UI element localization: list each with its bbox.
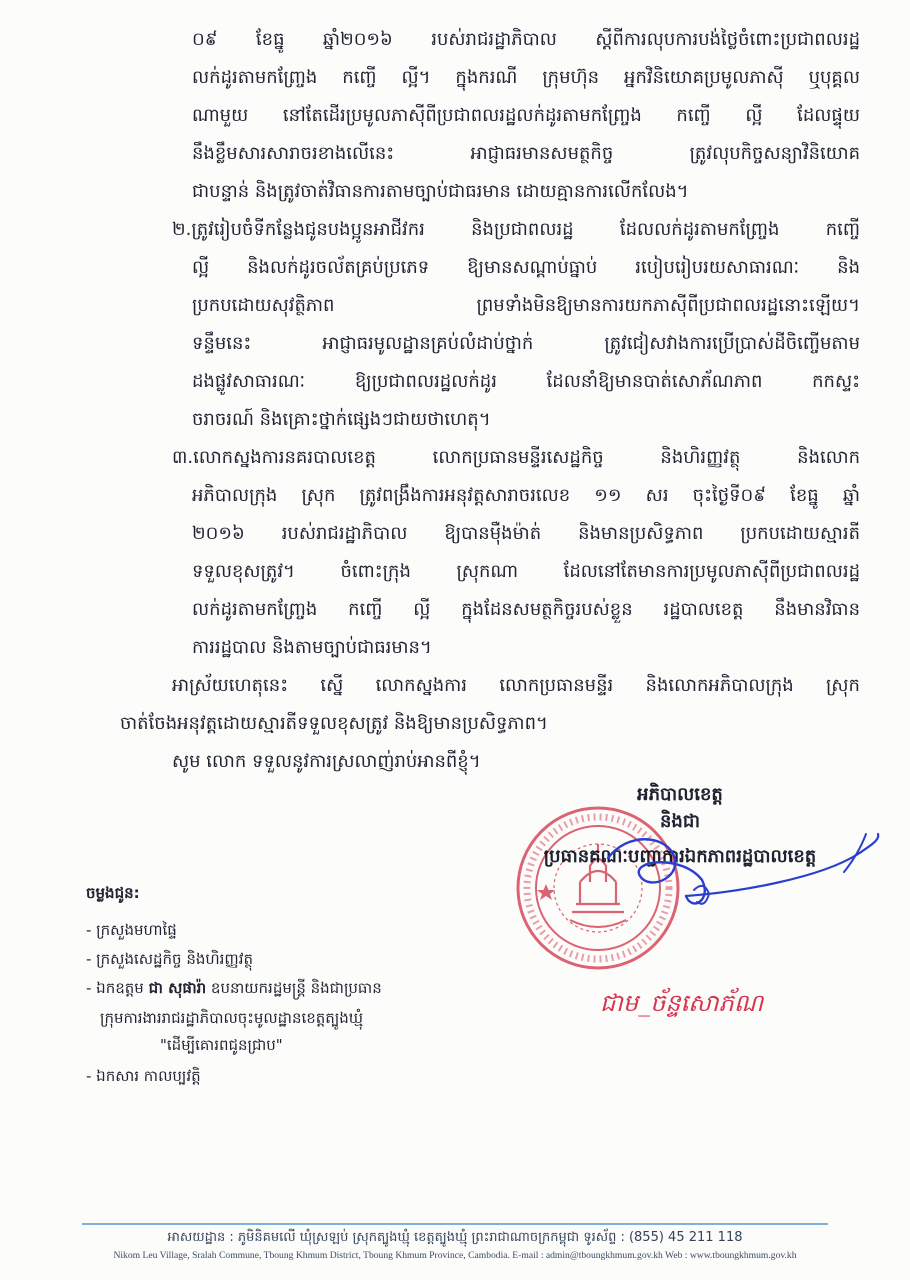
clause-2-text-line: ប្រកបដោយសុវត្ថិភាព ព្រមទាំងមិនឱ្យមានការយកភាស៊ីពីប្រជាពលរដ្ឋនោះឡើយ។ <box>192 295 860 316</box>
clause-2-text-line: ល្អី និងលក់ដូរចល័តគ្រប់ប្រភេទ ឱ្យមានសណ្តាប់ធ្នាប់ របៀបរៀបរយសាធារណៈ និង <box>192 257 860 278</box>
seal-star <box>537 884 555 900</box>
clause-3-text-line: អភិបាលក្រុង ស្រុក ត្រូវពង្រឹងការអនុវត្តសារាចរលេខ ១១ សរ ចុះថ្ងៃទី០៩ ខែធ្នូ ឆ្នាំ <box>192 485 860 506</box>
clause-2-text-line: ទន្ទឹមនេះ អាជ្ញាធរមូលដ្ឋានគ្រប់លំដាប់ថ្នាក់ ត្រូវជៀសវាងការប្រើប្រាស់ដីចិញ្ចើមតាម <box>192 333 860 354</box>
closing-request-line: អាស្រ័យហេតុនេះ ស្នើ លោកស្នងការ លោកប្រធានមន្ទីរ និងលោកអភិបាលក្រុង ស្រុក <box>172 675 860 696</box>
footer-address-english: Nikom Leu Village, Sralah Commune, Tboung Khmum District, Tboung Khmum Province, Cambodia. E-mail : admin@tboungkhmum.gov.kh Web : www.tboungkhmum.gov.kh <box>113 1250 797 1261</box>
signature-scribble <box>590 820 890 930</box>
distribution-item <box>86 974 506 1002</box>
signature-flourish <box>844 834 866 872</box>
signatory-title: អភិបាលខេត្ត <box>637 784 723 805</box>
clause-3-text-line: ទទួលខុសត្រូវ។ ចំពោះក្រុង ស្រុកណា ដែលនៅតែមានការប្រមូលភាស៊ីពីប្រជាពលរដ្ឋ <box>192 561 860 582</box>
distribution-heading: ចម្លងជូន: <box>86 884 140 902</box>
clause-3-text-line: លក់ដូរតាមកញ្ច្រែង កញ្ចើ ល្អី ក្នុងដែនសមត្ថកិច្ចរបស់ខ្លួន រដ្ឋបាលខេត្ត នឹងមានវិធាន <box>192 599 860 620</box>
clause-2-text-line: ចរាចរណ៍ និងគ្រោះថ្នាក់ផ្សេងៗជាយថាហេតុ។ <box>192 409 491 430</box>
deputy-prime-minister-name: ជា សុផារ៉ា <box>148 979 207 997</box>
signature-loop <box>608 839 705 903</box>
clause-3-text-line: ២០១៦ របស់រាជរដ្ឋាភិបាល ឱ្យបានម៉ឺងម៉ាត់ និងមានប្រសិទ្ធភាព ប្រកបដោយស្មារតី <box>192 523 860 544</box>
signatory-name: ជាម_ច័ន្ទសោភ័ណ <box>600 989 764 1017</box>
closing-request-line: ចាត់ចែងអនុវត្តដោយស្មារតីទទួលខុសត្រូវ និងឱ្យមានប្រសិទ្ធភាព។ <box>120 713 548 734</box>
signatory-conjunction: និងជា <box>660 811 700 832</box>
distribution-item-suffix: ឧបនាយករដ្ឋមន្ត្រី និងជាប្រធាន <box>206 979 382 997</box>
clause-1-text-line: ជាបន្ទាន់ និងត្រូវចាត់វិធានការតាមច្បាប់ជាធរមាន ដោយគ្មានការលើកលែង។ <box>192 181 689 202</box>
distribution-item-continuation: ក្រុមការងាររាជរដ្ឋាភិបាលចុះមូលដ្ឋានខេត្តត្បូងឃ្មុំ <box>100 1009 364 1027</box>
courtesy-line: សូម លោក ទទួលនូវការស្រលាញ់រាប់អានពីខ្ញុំ។ <box>172 751 481 772</box>
distribution-item: - ឯកសារ កាលប្បវត្តិ <box>86 1067 201 1085</box>
clause-2-text-line: ដងផ្លូវសាធារណៈ ឱ្យប្រជាពលរដ្ឋលក់ដូរ ដែលនាំឱ្យមានបាត់សោភ័ណភាព កកស្ទះ <box>192 371 860 392</box>
clause-1-text-line: នឹងខ្លឹមសារសារាចរខាងលើនេះ អាជ្ញាធរមានសមត្ថកិច្ច ត្រូវលុបកិច្ចសន្យាវិនិយោគ <box>192 143 860 164</box>
distribution-item: - ក្រសួងមហាផ្ទៃ <box>86 921 177 939</box>
distribution-item-prefix: - ឯកឧត្តម <box>86 979 149 997</box>
distribution-item: - ក្រសួងសេដ្ឋកិច្ច និងហិរញ្ញវត្ថុ <box>86 950 253 968</box>
footer-address-khmer: អាសយដ្ឋាន : ភូមិនិគមលើ ឃុំស្រឡប់ ស្រុកត្បូងឃ្មុំ ខេត្តត្បូងឃ្មុំ ព្រះរាជាណាចក្រកម្ពុជា ទូរស័ព្ទ : (855) 45 211 118 <box>167 1230 743 1245</box>
clause-3-text-line: ៣.លោកស្នងការនគរបាលខេត្ត លោកប្រធានមន្ទីរសេដ្ឋកិច្ច និងហិរញ្ញវត្ថុ និងលោក <box>172 447 860 468</box>
clause-3-text-line: ការរដ្ឋបាល និងតាមច្បាប់ជាធរមាន។ <box>192 637 432 658</box>
distribution-item-note: "ដើម្បីគោរពជូនជ្រាប" <box>160 1036 283 1054</box>
clause-2-text-line: ២.ត្រូវរៀបចំទីកន្លែងជូនបងប្អូនអាជីវករ និងប្រជាពលរដ្ឋ ដែលលក់ដូរតាមកញ្ច្រែង កញ្ចើ <box>172 219 860 240</box>
clause-1-text-line: ០៩ ខែធ្នូ ឆ្នាំ២០១៦ របស់រាជរដ្ឋាភិបាល ស្តីពីការលុបការបង់ថ្លៃចំពោះប្រជាពលរដ្ឋ <box>192 29 860 50</box>
clause-1-text-line: ណាមួយ នៅតែដើរប្រមូលភាស៊ីពីប្រជាពលរដ្ឋលក់ដូរតាមកញ្ច្រែង កញ្ចើ ល្អី ដែលផ្ទុយ <box>192 105 860 126</box>
clause-1-text-line: លក់ដូរតាមកញ្ច្រែង កញ្ចើ ល្អី។ ក្នុងករណី ក្រុមហ៊ុន អ្នកវិនិយោគប្រមូលភាស៊ី ឬបុគ្គល <box>192 67 860 88</box>
signatory-position: ប្រធានគណៈបញ្ជាការឯកភាពរដ្ឋបាលខេត្ត <box>543 846 817 867</box>
footer-divider <box>82 1223 828 1225</box>
